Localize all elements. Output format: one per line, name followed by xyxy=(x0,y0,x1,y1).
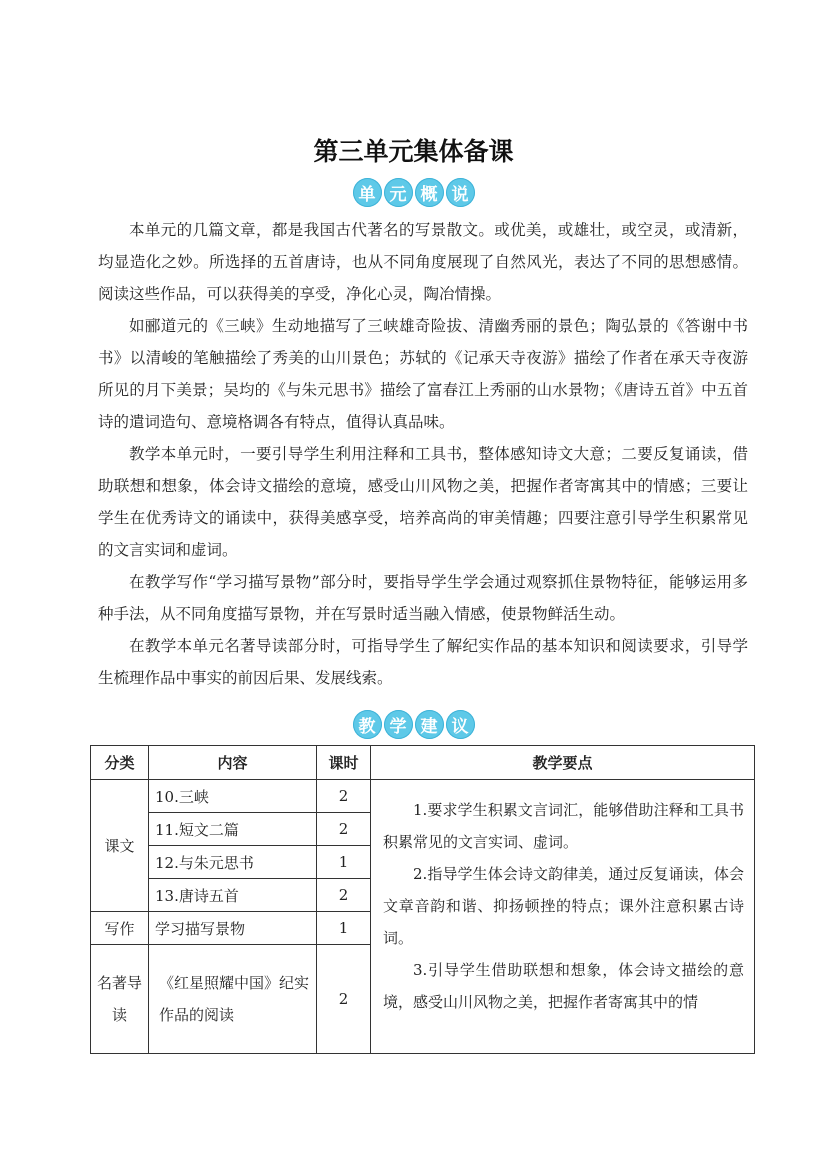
content-cell: 11.短文二篇 xyxy=(149,813,317,846)
content-cell: 学习描写景物 xyxy=(149,912,317,945)
banner-char: 建 xyxy=(415,710,444,739)
table-header-row xyxy=(91,746,755,780)
hours-cell: 1 xyxy=(317,912,371,945)
content-cell: 12.与朱元思书 xyxy=(149,846,317,879)
section-banner-teaching-suggestions xyxy=(0,710,827,739)
category-cell: 名著导读 xyxy=(91,945,149,1054)
banner-char: 单 xyxy=(353,178,382,207)
content-cell: 13.唐诗五首 xyxy=(149,879,317,912)
content-cell: 10.三峡 xyxy=(149,780,317,813)
teaching-points-cell xyxy=(371,780,755,1054)
unit-overview-text xyxy=(98,214,748,694)
paragraph: 本单元的几篇文章，都是我国古代著名的写景散文。或优美，或雄壮，或空灵，或清新，均显造化之妙。所选择的五首唐诗，也从不同角度展现了自然风光，表达了不同的思想感情。阅读这些作品，可以获得美的享受，净化心灵，陶冶情操。 xyxy=(98,221,748,303)
header-content: 内容 xyxy=(149,746,317,780)
banner-char: 议 xyxy=(446,710,475,739)
teaching-plan-table xyxy=(90,745,755,1054)
section-banner-unit-overview xyxy=(0,178,827,207)
page-title: 第三单元集体备课 xyxy=(313,137,514,166)
teaching-point: 3.引导学生借助联想和想象，体会诗文描绘的意境，感受山川风物之美，把握作者寄寓其中的情 xyxy=(383,961,744,1011)
paragraph: 在教学本单元名著导读部分时，可指导学生了解纪实作品的基本知识和阅读要求，引导学生梳理作品中事实的前因后果、发展线索。 xyxy=(98,637,748,687)
paragraph: 教学本单元时，一要引导学生利用注释和工具书，整体感知诗文大意；二要反复诵读，借助联想和想象，体会诗文描绘的意境，感受山川风物之美，把握作者寄寓其中的情感；三要让学生在优秀诗文的诵读中，获得美感享受，培养高尚的审美情趣；四要注意引导学生积累常见的文言实词和虚词。 xyxy=(98,445,748,559)
header-category: 分类 xyxy=(91,746,149,780)
header-points: 教学要点 xyxy=(371,746,755,780)
header-hours: 课时 xyxy=(317,746,371,780)
banner-char: 教 xyxy=(353,710,382,739)
paragraph: 如郦道元的《三峡》生动地描写了三峡雄奇险拔、清幽秀丽的景色；陶弘景的《答谢中书书》以清峻的笔触描绘了秀美的山川景色；苏轼的《记承天寺夜游》描绘了作者在承天寺夜游所见的月下美景；吴均的《与朱元思书》描绘了富春江上秀丽的山水景物；《唐诗五首》中五首诗的遣词造句、意境格调各有特点，值得认真品味。 xyxy=(98,317,748,431)
content-cell: 《红星照耀中国》纪实作品的阅读 xyxy=(149,945,317,1054)
paragraph: 在教学写作“学习描写景物”部分时，要指导学生学会通过观察抓住景物特征，能够运用多种手法，从不同角度描写景物，并在写景时适当融入情感，使景物鲜活生动。 xyxy=(98,573,748,623)
hours-cell: 1 xyxy=(317,846,371,879)
hours-cell: 2 xyxy=(317,879,371,912)
table-row xyxy=(91,780,755,813)
hours-cell: 2 xyxy=(317,813,371,846)
teaching-point: 2.指导学生体会诗文韵律美，通过反复诵读，体会文章音韵和谐、抑扬顿挫的特点；课外注意积累古诗词。 xyxy=(383,865,744,947)
hours-cell: 2 xyxy=(317,945,371,1054)
category-cell: 课文 xyxy=(91,780,149,912)
banner-char: 说 xyxy=(446,178,475,207)
banner-char: 概 xyxy=(415,178,444,207)
banner-char: 学 xyxy=(384,710,413,739)
teaching-point: 1.要求学生积累文言词汇，能够借助注释和工具书积累常见的文言实词、虚词。 xyxy=(383,801,744,851)
banner-char: 元 xyxy=(384,178,413,207)
hours-cell: 2 xyxy=(317,780,371,813)
category-cell: 写作 xyxy=(91,912,149,945)
